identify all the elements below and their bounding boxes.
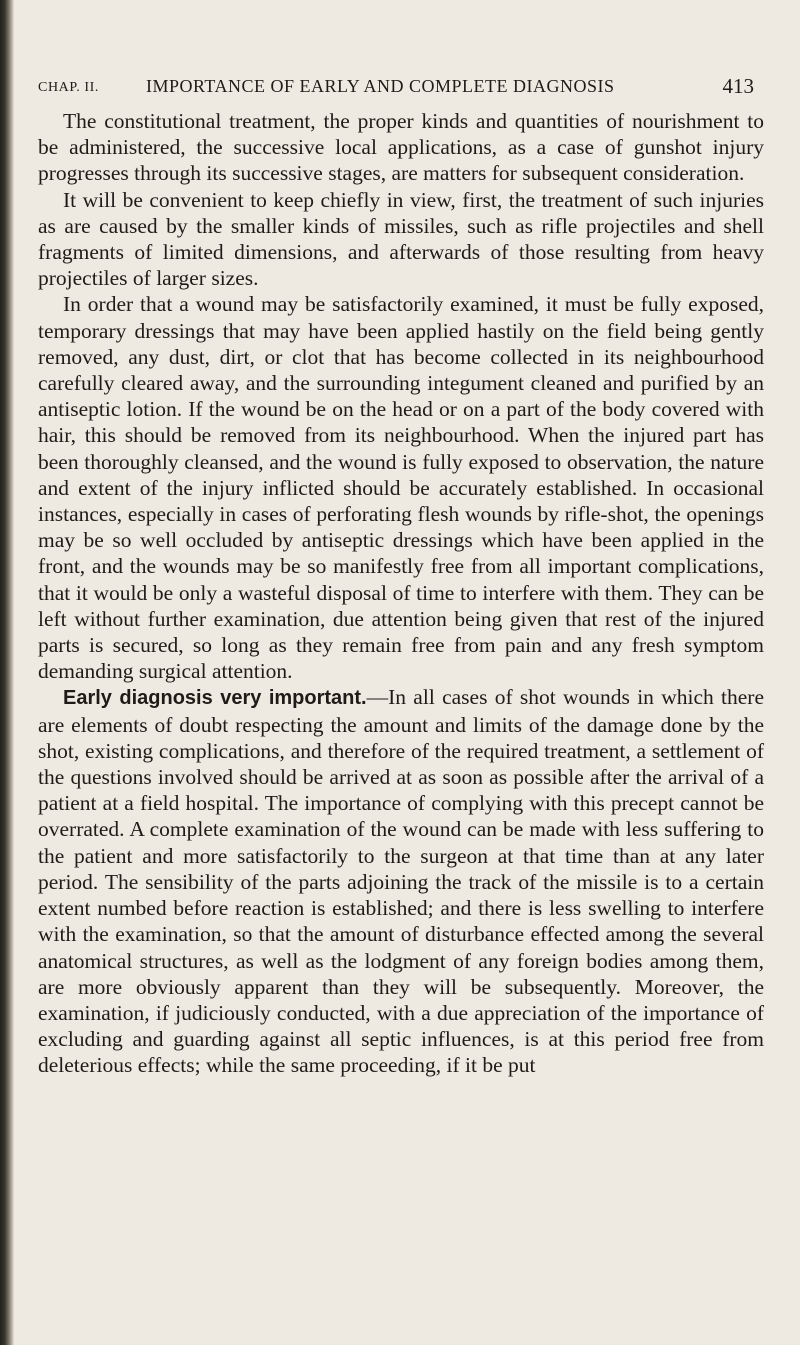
section-heading: Early diagnosis very important. bbox=[63, 687, 367, 710]
section-paragraph bbox=[38, 684, 764, 1078]
paragraph: The constitutional treatment, the proper kinds and quantities of nourishment to be administered, the successive local applications, as a case of gunshot injury progresses through its successive stages, are matters for subsequent consideration. bbox=[38, 109, 764, 186]
chapter-label: CHAP. II. bbox=[38, 80, 100, 95]
paragraph: In order that a wound may be satisfactorily examined, it must be fully exposed, temporary dressings that may have been applied hastily on the field being gently removed, any dust, dirt, or clot that has become collected in its neighbourhood carefully cleared away, and the surrounding integument cleaned and purified by an antiseptic lotion. If the wound be on the head or on a part of the body covered with hair, this should be removed from its neighbourhood. When the injured part has been thoroughly cleansed, and the wound is fully exposed to observation, the nature and extent of the injury inflicted should be accurately established. In occasional instances, especially in cases of perforating flesh wounds by rifle-shot, the openings may be so well occluded by antiseptic dressings which have been applied in the front, and the wounds may be so manifestly free from all important complications, that it would be only a wasteful disposal of time to interfere with them. They can be left without further examination, due attention being given that rest of the injured parts is secured, so long as they remain free from pain and any fresh symptom demanding surgical attention. bbox=[38, 292, 764, 684]
running-title: IMPORTANCE OF EARLY AND COMPLETE DIAGNOSIS bbox=[146, 76, 615, 96]
section-text: —In all cases of shot wounds in which there are elements of doubt respecting the amount and limits of the damage done by the shot, existing complications, and therefore of the required treatment, a settlement of the questions involved should be arrived at as soon as possible after the arrival of a patient at a field hospital. The importance of complying with this precept cannot be overrated. A complete examination of the wound can be made with less suffering to the patient and more satisfactorily to the surgeon at that time than at any later period. The sensibility of the parts adjoining the track of the missile is to a certain extent numbed before reaction is established; and there is less swelling to interfere with the examination, so that the amount of disturbance effected among the several anatomical structures, as well as the lodgment of any foreign bodies among them, are more obviously apparent than they will be subsequently. Moreover, the examination, if judiciously conducted, with a due appreciation of the importance of excluding and guarding against all septic influences, is at this period free from deleterious effects; while the same proceeding, if it be put bbox=[38, 685, 765, 1078]
book-spine-shadow bbox=[0, 0, 14, 1345]
page-body bbox=[38, 108, 764, 1079]
page-number: 413 bbox=[722, 74, 754, 98]
book-page bbox=[38, 72, 764, 1079]
running-header bbox=[38, 72, 764, 102]
paragraph: It will be convenient to keep chiefly in view, first, the treatment of such injuries as are caused by the smaller kinds of missiles, such as rifle projectiles and shell fragments of limited dimensions, and afterwards of those resulting from heavy projectiles of larger sizes. bbox=[38, 187, 764, 291]
